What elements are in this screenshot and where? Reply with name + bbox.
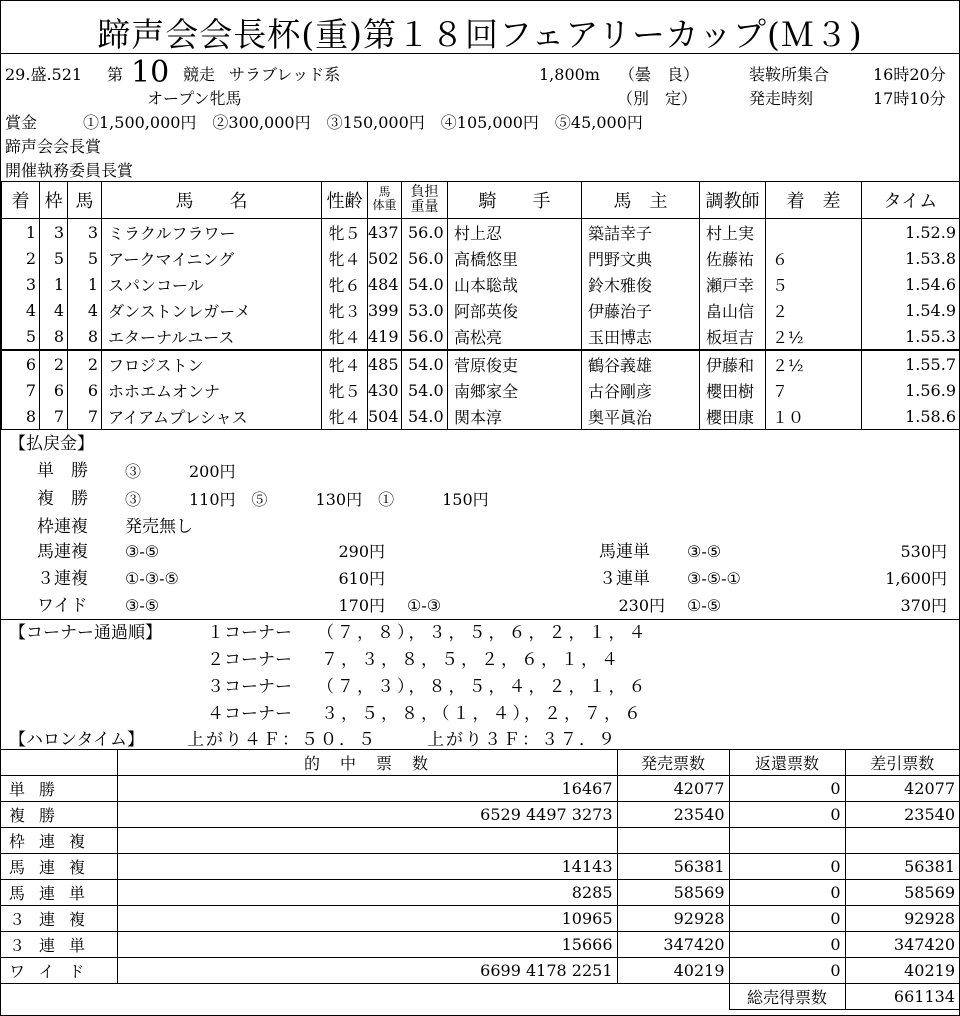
votes-refund	[729, 828, 845, 854]
col-sex-age: 性齢	[322, 182, 368, 219]
result-owner: 築詰幸子	[582, 219, 700, 246]
result-body-weight: 502	[368, 245, 402, 271]
payout-header: 【払戻金】	[9, 434, 94, 454]
votes-row	[1, 776, 959, 802]
corner-1-label: １コーナー	[207, 623, 292, 643]
result-body-weight: 504	[368, 403, 402, 430]
result-jockey: 南郷家全	[448, 377, 582, 403]
votes-row	[1, 958, 959, 984]
votes-hit: 6529 4497 3273	[117, 802, 617, 828]
votes-row	[1, 828, 959, 854]
result-body-weight: 399	[368, 297, 402, 323]
race-dai: 第	[107, 65, 124, 84]
result-waku: 1	[40, 271, 68, 297]
result-owner: 門野文典	[582, 245, 700, 271]
result-time: 1.55.7	[862, 350, 960, 377]
result-time: 1.54.9	[862, 297, 960, 323]
votes-hit	[117, 828, 617, 854]
result-jockey: 阿部英俊	[448, 297, 582, 323]
result-uma: 7	[68, 403, 102, 430]
result-jockey: 高松亮	[448, 323, 582, 350]
race-weather: （曇 良）	[619, 65, 700, 84]
col-burden	[402, 182, 448, 219]
result-chaku: 5	[2, 323, 40, 350]
result-time: 1.54.6	[862, 271, 960, 297]
wakuren-label: 枠連複	[37, 517, 88, 537]
result-uma: 8	[68, 323, 102, 350]
result-burden: 56.0	[402, 219, 448, 246]
result-sex-age: 牝６	[322, 271, 368, 297]
votes-refund: 0	[729, 854, 845, 880]
result-sex-age: 牝３	[322, 297, 368, 323]
result-jockey: 山本聡哉	[448, 271, 582, 297]
result-chaku: 4	[2, 297, 40, 323]
col-body-weight-line2: 体重	[372, 198, 397, 212]
votes-header-blank	[1, 750, 117, 776]
votes-row	[1, 880, 959, 906]
corner-3-label: ３コーナー	[207, 677, 292, 697]
votes-refund: 0	[729, 802, 845, 828]
votes-net: 58569	[845, 880, 959, 906]
results-body	[2, 219, 960, 430]
result-body-weight: 419	[368, 323, 402, 350]
result-owner: 玉田博志	[582, 323, 700, 350]
col-body-weight-line1: 馬	[378, 185, 391, 199]
result-chaku: 8	[2, 403, 40, 430]
votes-bet-type: ３連複	[1, 906, 117, 932]
result-jockey: 高橋悠里	[448, 245, 582, 271]
result-owner: 古谷剛彦	[582, 377, 700, 403]
result-trainer: 瀬戸幸	[700, 271, 766, 297]
result-sex-age: 牝５	[322, 377, 368, 403]
umatan-combo: ③-⑤	[687, 542, 722, 561]
result-horse-name: ダンストンレガーメ	[102, 297, 322, 323]
votes-row	[1, 802, 959, 828]
result-owner: 鶴谷義雄	[582, 350, 700, 377]
votes-refund: 0	[729, 932, 845, 958]
corner-2-order: ７，３，８，５，２，６，１，４	[321, 650, 621, 670]
votes-hit: 6699 4178 2251	[117, 958, 617, 984]
col-uma: 馬	[68, 182, 102, 219]
votes-bet-type: ワイド	[1, 958, 117, 984]
votes-refund: 0	[729, 880, 845, 906]
result-burden: 56.0	[402, 323, 448, 350]
result-uma: 2	[68, 350, 102, 377]
sanrenpuku-label: ３連複	[37, 569, 88, 589]
result-burden: 56.0	[402, 245, 448, 271]
votes-sold: 58569	[617, 880, 729, 906]
votes-total-value: 661134	[845, 984, 959, 1010]
result-waku: 8	[40, 323, 68, 350]
result-uma: 5	[68, 245, 102, 271]
votes-hit: 16467	[117, 776, 617, 802]
race-distance: 1,800m	[539, 65, 600, 84]
votes-net: 92928	[845, 906, 959, 932]
votes-total-label: 総売得票数	[729, 984, 845, 1010]
wide-amount-3: 370円	[900, 596, 947, 615]
result-margin: ６	[766, 245, 862, 271]
umaren-amount: 290円	[338, 542, 385, 561]
votes-header-row	[1, 750, 959, 776]
votes-sold: 92928	[617, 906, 729, 932]
result-trainer: 櫻田樹	[700, 377, 766, 403]
result-chaku: 7	[2, 377, 40, 403]
agari-3f: 上がり３Ｆ：３７．９	[427, 730, 617, 750]
wide-amount-2: 230円	[618, 596, 665, 615]
result-time: 1.53.8	[862, 245, 960, 271]
wide-combo-3: ①-⑤	[687, 596, 722, 615]
votes-hit: 15666	[117, 932, 617, 958]
corner-4-order: ３，５，８，（１，４），２，７，６	[321, 704, 644, 724]
result-jockey: 関本淳	[448, 403, 582, 430]
fukusho-label: 複 勝	[37, 489, 88, 509]
result-owner: 伊藤治子	[582, 297, 700, 323]
col-name: 馬 名	[102, 182, 322, 219]
sanrenpuku-amount: 610円	[338, 569, 385, 588]
result-sex-age: 牝５	[322, 219, 368, 246]
result-sex-age: 牝４	[322, 245, 368, 271]
result-row	[2, 403, 960, 430]
votes-sold: 42077	[617, 776, 729, 802]
agari-4f: 上がり４Ｆ：５０．５	[187, 730, 377, 750]
votes-bet-type: 馬連複	[1, 854, 117, 880]
furlong-header: 【ハロンタイム】	[9, 730, 144, 750]
result-sex-age: 牝４	[322, 350, 368, 377]
umaren-combo: ③-⑤	[125, 542, 160, 561]
result-horse-name: ホホエムオンナ	[102, 377, 322, 403]
votes-total-blank	[1, 984, 729, 1010]
votes-hit: 14143	[117, 854, 617, 880]
votes-refund: 0	[729, 958, 845, 984]
result-margin: ２½	[766, 323, 862, 350]
results-table	[1, 181, 960, 430]
votes-table	[1, 749, 959, 1010]
wakuren-value: 発売無し	[125, 517, 193, 537]
result-chaku: 6	[2, 350, 40, 377]
votes-body	[1, 776, 959, 984]
result-uma: 1	[68, 271, 102, 297]
prize-label: 賞金	[5, 113, 38, 132]
votes-net: 56381	[845, 854, 959, 880]
result-trainer: 伊藤和	[700, 350, 766, 377]
prize-amounts: ①1,500,000円 ②300,000円 ③150,000円 ④105,000円 ⑤45,000円	[83, 113, 643, 132]
result-trainer: 櫻田康	[700, 403, 766, 430]
sanrentan-combo: ③-⑤-①	[687, 569, 741, 588]
race-number: 10	[131, 55, 170, 90]
race-kyoso: 競走	[183, 65, 216, 84]
corner-header: 【コーナー通過順】	[9, 623, 162, 643]
votes-net: 23540	[845, 802, 959, 828]
result-owner: 鈴木雅俊	[582, 271, 700, 297]
tansho-label: 単 勝	[37, 461, 88, 481]
page-title: 蹄声会会長杯(重)第１８回フェアリーカップ(Ｍ３)	[97, 15, 863, 54]
umatan-label: 馬連単	[599, 542, 650, 562]
result-margin: ５	[766, 271, 862, 297]
result-body-weight: 430	[368, 377, 402, 403]
result-row	[2, 271, 960, 297]
votes-row	[1, 854, 959, 880]
votes-hit: 10965	[117, 906, 617, 932]
corner-1-order: （７，８），３，５，６，２，１，４	[317, 623, 649, 643]
tansho-value: ③ 200円	[125, 462, 236, 481]
result-horse-name: スパンコール	[102, 271, 322, 297]
result-body-weight: 484	[368, 271, 402, 297]
result-horse-name: アイアムプレシャス	[102, 403, 322, 430]
votes-bet-type: 単勝	[1, 776, 117, 802]
result-row	[2, 377, 960, 403]
result-trainer: 板垣吉	[700, 323, 766, 350]
result-burden: 53.0	[402, 297, 448, 323]
gather-label: 装鞍所集合	[749, 65, 830, 84]
votes-refund: 0	[729, 906, 845, 932]
votes-col-hit: 的 中 票 数	[117, 750, 617, 776]
sanrenpuku-combo: ①-③-⑤	[125, 569, 179, 588]
result-chaku: 2	[2, 245, 40, 271]
result-horse-name: ミラクルフラワー	[102, 219, 322, 246]
result-burden: 54.0	[402, 403, 448, 430]
col-jockey: 騎 手	[448, 182, 582, 219]
result-sex-age: 牝４	[322, 403, 368, 430]
race-weight-rule: （別 定）	[617, 89, 698, 108]
col-trainer: 調教師	[700, 182, 766, 219]
result-burden: 54.0	[402, 271, 448, 297]
col-chaku: 着	[2, 182, 40, 219]
votes-sold: 23540	[617, 802, 729, 828]
result-burden: 54.0	[402, 350, 448, 377]
corner-4-label: ４コーナー	[207, 704, 292, 724]
result-burden: 54.0	[402, 377, 448, 403]
votes-refund: 0	[729, 776, 845, 802]
result-owner: 奥平眞治	[582, 403, 700, 430]
votes-sold: 56381	[617, 854, 729, 880]
col-owner: 馬 主	[582, 182, 700, 219]
race-class: オープン牝馬	[147, 89, 242, 108]
result-body-weight: 437	[368, 219, 402, 246]
wide-combo-1: ③-⑤	[125, 596, 160, 615]
corner-2-label: ２コーナー	[207, 650, 292, 670]
result-margin	[766, 219, 862, 246]
col-waku: 枠	[40, 182, 68, 219]
result-waku: 7	[40, 403, 68, 430]
result-uma: 4	[68, 297, 102, 323]
result-row	[2, 297, 960, 323]
result-waku: 5	[40, 245, 68, 271]
result-uma: 3	[68, 219, 102, 246]
start-time: 17時10分	[873, 89, 946, 108]
votes-col-refund: 返還票数	[729, 750, 845, 776]
start-label: 発走時刻	[749, 89, 814, 108]
result-chaku: 3	[2, 271, 40, 297]
gather-time: 16時20分	[873, 65, 946, 84]
votes-hit: 8285	[117, 880, 617, 906]
result-time: 1.58.6	[862, 403, 960, 430]
umatan-amount: 530円	[900, 542, 947, 561]
col-body-weight	[368, 182, 402, 219]
result-waku: 6	[40, 377, 68, 403]
votes-row	[1, 932, 959, 958]
result-row	[2, 245, 960, 271]
meeting-code: 29.盛.521	[5, 65, 83, 84]
result-trainer: 畠山信	[700, 297, 766, 323]
votes-net: 42077	[845, 776, 959, 802]
result-margin: ２½	[766, 350, 862, 377]
votes-net	[845, 828, 959, 854]
award-1: 蹄声会会長賞	[5, 137, 102, 156]
result-time: 1.52.9	[862, 219, 960, 246]
votes-col-net: 差引票数	[845, 750, 959, 776]
result-waku: 3	[40, 219, 68, 246]
votes-sold	[617, 828, 729, 854]
votes-bet-type: ３連単	[1, 932, 117, 958]
sanrentan-label: ３連単	[599, 569, 650, 589]
result-margin: ２	[766, 297, 862, 323]
result-time: 1.55.3	[862, 323, 960, 350]
votes-row	[1, 906, 959, 932]
result-horse-name: アークマイニング	[102, 245, 322, 271]
result-trainer: 佐藤祐	[700, 245, 766, 271]
votes-net: 40219	[845, 958, 959, 984]
payout-divider	[1, 619, 959, 620]
result-waku: 2	[40, 350, 68, 377]
col-time: タイム	[862, 182, 960, 219]
result-chaku: 1	[2, 219, 40, 246]
results-header-row	[2, 182, 960, 219]
umaren-label: 馬連複	[37, 542, 88, 562]
result-horse-name: フロジストン	[102, 350, 322, 377]
col-margin: 着 差	[766, 182, 862, 219]
result-jockey: 村上忍	[448, 219, 582, 246]
title-divider	[1, 53, 959, 54]
result-row	[2, 219, 960, 246]
race-breed: サラブレッド系	[229, 65, 341, 84]
result-uma: 6	[68, 377, 102, 403]
votes-sold: 347420	[617, 932, 729, 958]
result-sex-age: 牝４	[322, 323, 368, 350]
result-horse-name: エターナルユース	[102, 323, 322, 350]
result-jockey: 菅原俊吏	[448, 350, 582, 377]
result-row	[2, 323, 960, 350]
wide-combo-2: ①-③	[407, 596, 442, 615]
award-2: 開催執務委員長賞	[5, 161, 134, 180]
result-margin: ７	[766, 377, 862, 403]
result-margin: １０	[766, 403, 862, 430]
votes-bet-type: 枠連複	[1, 828, 117, 854]
result-time: 1.56.9	[862, 377, 960, 403]
votes-total-row	[1, 984, 959, 1010]
wide-label: ワイド	[37, 596, 88, 616]
votes-sold: 40219	[617, 958, 729, 984]
votes-bet-type: 複勝	[1, 802, 117, 828]
result-row	[2, 350, 960, 377]
votes-net: 347420	[845, 932, 959, 958]
fukusho-value: ③ 110円 ⑤ 130円 ① 150円	[125, 490, 489, 509]
col-burden-line1: 負担	[410, 183, 439, 200]
corner-3-order: （７，３），８，５，４，２，１，６	[317, 677, 649, 697]
col-burden-line2: 重量	[410, 198, 439, 215]
wide-amount-1: 170円	[338, 596, 385, 615]
result-waku: 4	[40, 297, 68, 323]
result-body-weight: 485	[368, 350, 402, 377]
result-trainer: 村上実	[700, 219, 766, 246]
sanrentan-amount: 1,600円	[885, 569, 947, 588]
votes-col-sold: 発売票数	[617, 750, 729, 776]
votes-bet-type: 馬連単	[1, 880, 117, 906]
